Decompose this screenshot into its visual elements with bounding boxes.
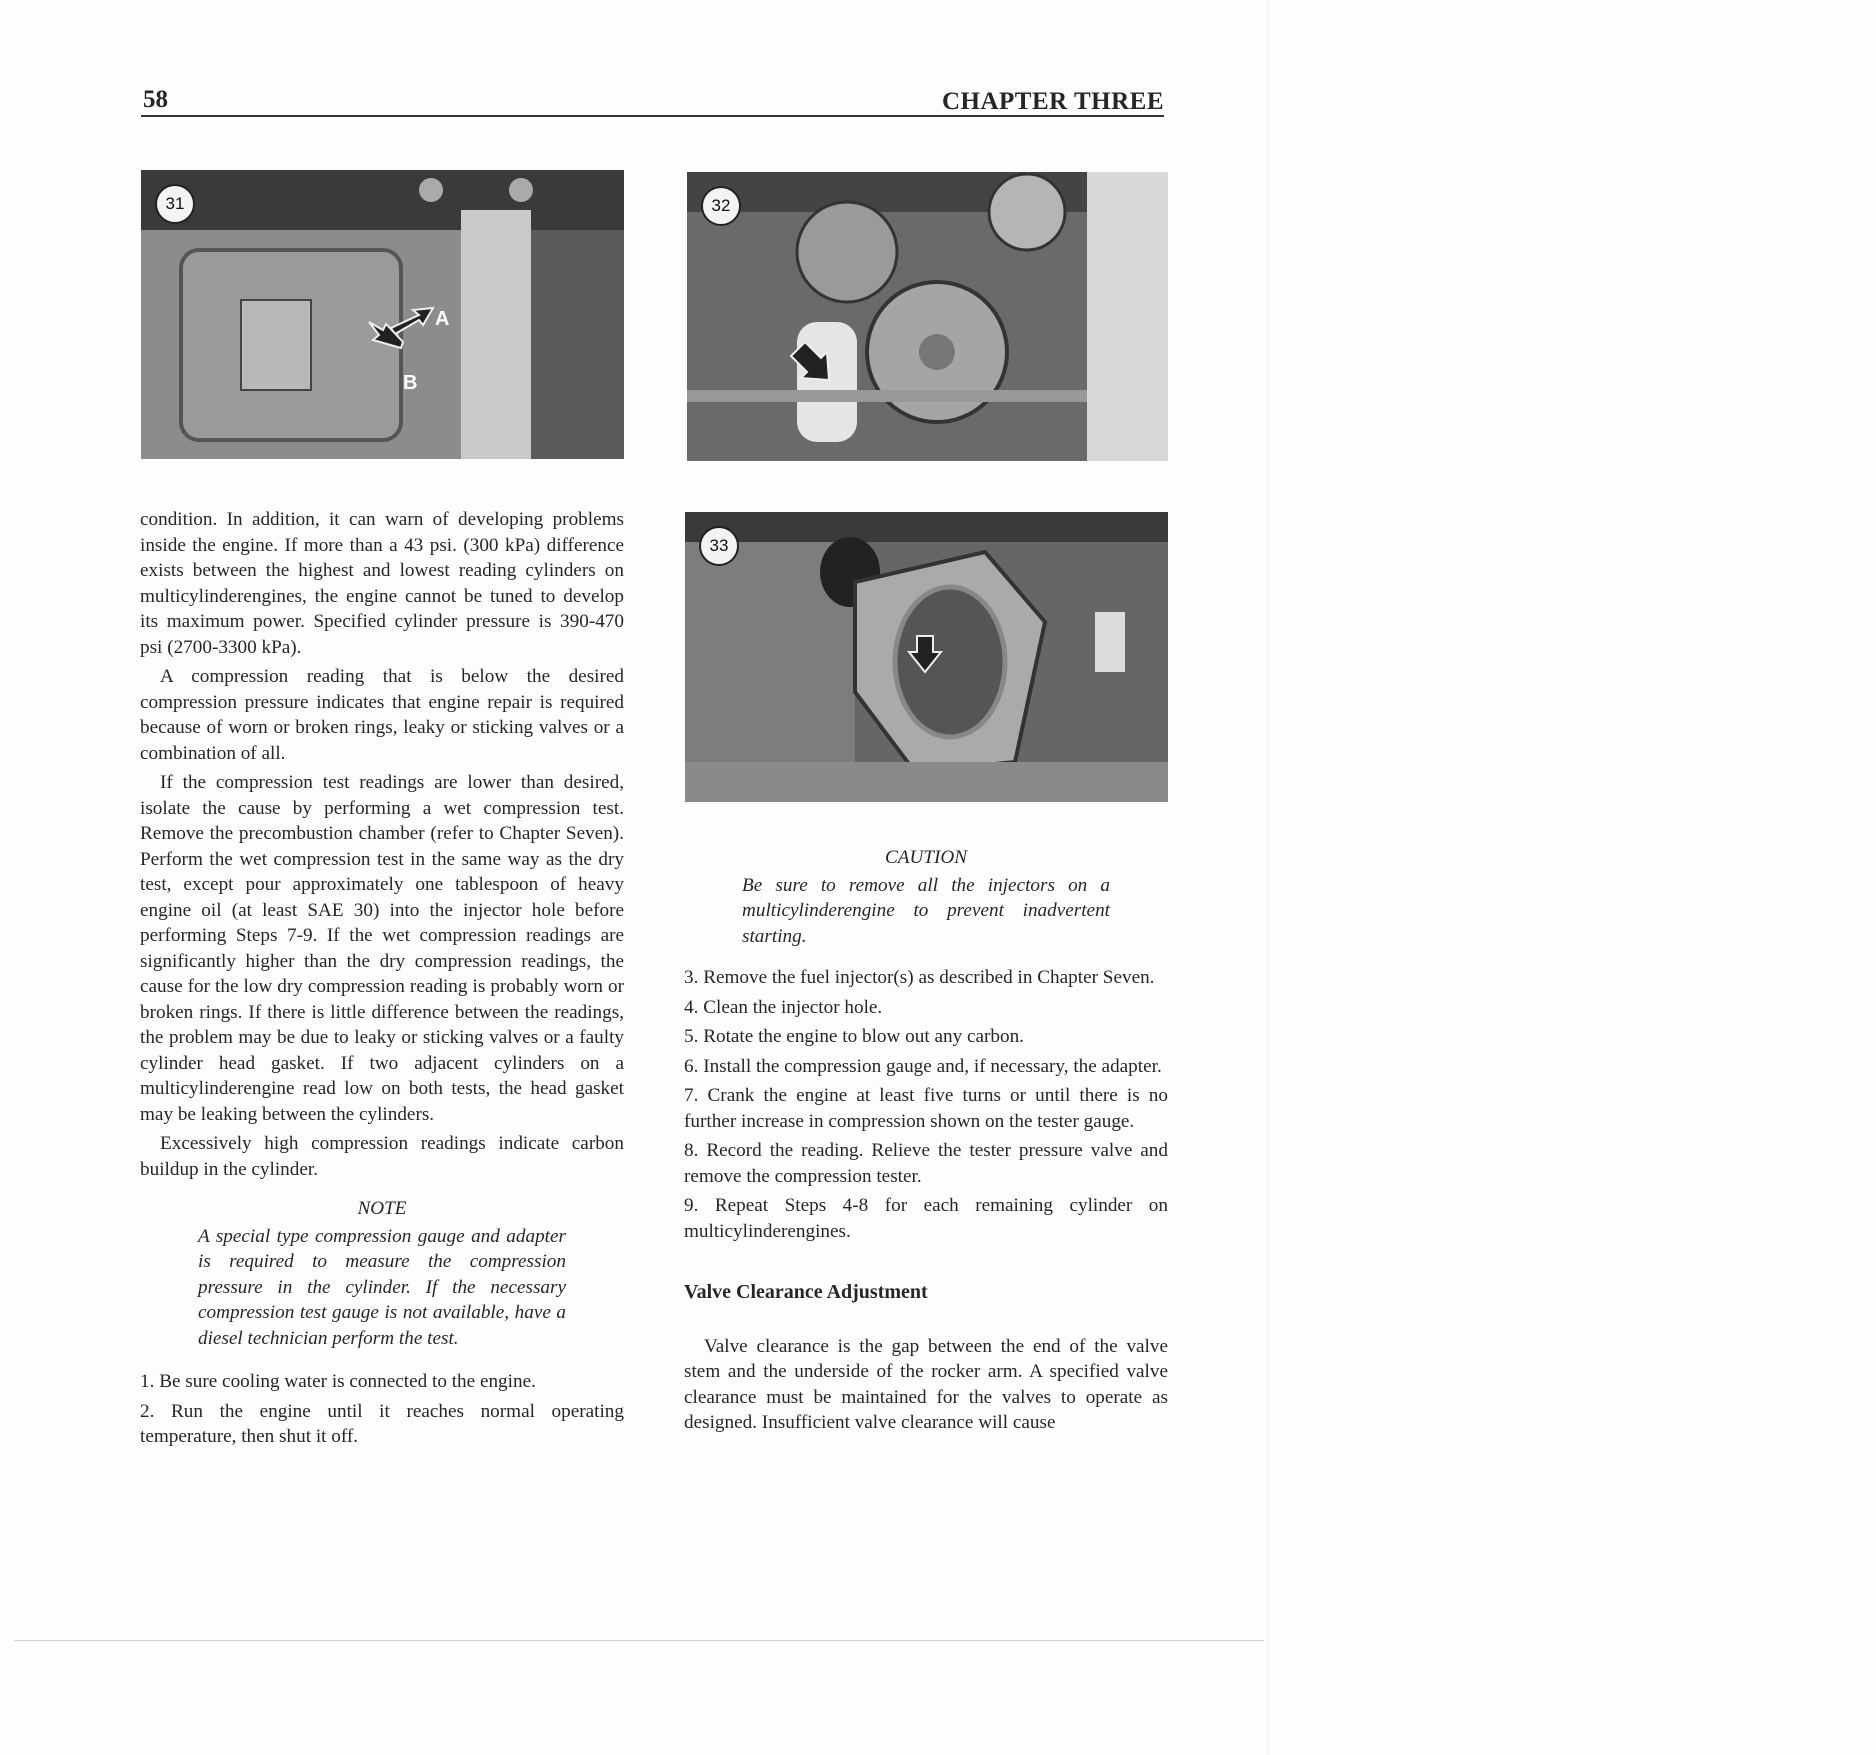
left-text-column: [140, 507, 624, 1454]
step-item: 7. Crank the engine at least five turns or until there is no further increase in compression shown on the tester gauge.: [684, 1085, 1168, 1132]
caution-title: CAUTION: [884, 847, 968, 868]
page-number: 58: [143, 86, 168, 113]
caution-text: Be sure to remove all the injectors on a multicylinderengine to prevent inadvertent starting.: [742, 874, 1110, 947]
figure-32-photo: [687, 172, 1168, 461]
step-item: 8. Record the reading. Relieve the tester pressure valve and remove the compression tester.: [684, 1140, 1168, 1187]
section-heading: Valve Clearance Adjustment: [684, 1281, 928, 1303]
step-item: 6. Install the compression gauge and, if necessary, the adapter.: [684, 1055, 1162, 1077]
figure-label-a: A: [435, 308, 450, 330]
engine-photo-illustration: [687, 172, 1168, 461]
figure-number-badge: 33: [699, 526, 739, 566]
note-title: NOTE: [357, 1198, 407, 1219]
step-item: 4. Clean the injector hole.: [684, 996, 883, 1018]
figure-number-badge: 31: [155, 184, 195, 224]
engine-photo-illustration: [141, 170, 624, 459]
chapter-title: CHAPTER THREE: [941, 88, 1164, 115]
figure-31-photo: [141, 170, 624, 459]
figure-33-photo: [685, 512, 1168, 802]
note-block: [198, 1196, 566, 1351]
right-text-column: [684, 845, 1168, 1440]
step-item: 3. Remove the fuel injector(s) as described in Chapter Seven.: [684, 967, 1155, 988]
engine-photo-illustration: [685, 512, 1168, 802]
step-item: 2. Run the engine until it reaches normal operating temperature, then shut it off.: [140, 1400, 624, 1447]
step-item: 5. Rotate the engine to blow out any carbon.: [684, 1026, 1024, 1047]
body-paragraph: A compression reading that is below the desired compression pressure indicates that engine repair is required because of worn or broken rings, leaky or sticking valves or a combination of all.: [140, 666, 624, 764]
scan-bottom-edge: [14, 1640, 1264, 1641]
body-paragraph: Excessively high compression readings indicate carbon buildup in the cylinder.: [140, 1133, 624, 1180]
figure-label-b: B: [403, 372, 418, 394]
scan-right-edge: [1268, 0, 1269, 1755]
step-item: 1. Be sure cooling water is connected to the engine.: [140, 1371, 536, 1392]
caution-block: [742, 845, 1110, 949]
step-item: 9. Repeat Steps 4-8 for each remaining cylinder on multicylinderengines.: [684, 1195, 1168, 1242]
body-paragraph: condition. In addition, it can warn of developing problems inside the engine. If more than a 43 psi. (300 kPa) difference exists between the highest and lowest reading cylinders on multicylinderengines, the engine cannot be tuned to develop its maximum power. Specified cylinder pressure is 390-470 psi (2700-3300 kPa).: [140, 509, 624, 658]
body-paragraph: Valve clearance is the gap between the end of the valve stem and the underside of the rocker arm. A specified valve clearance must be maintained for the valves to operate as designed. Insufficient valve clearance will cause: [684, 1335, 1168, 1433]
body-paragraph: If the compression test readings are lower than desired, isolate the cause by performing a wet compression test. Remove the precombustion chamber (refer to Chapter Seven). Perform the wet compression test in the same way as the dry test, except pour approximately one tablespoon of heavy engine oil (at least SAE 30) into the injector hole before performing Steps 7-9. If the wet compression readings are significantly higher than the dry compression readings, the cause for the low dry compression reading is probably worn or broken rings. If there is little difference between the readings, the problem may be due to leaky or sticking valves or a faulty cylinder head gasket. If two adjacent cylinders on a multicylinderengine read low on both tests, the head gasket may be leaking between the cylinders.: [140, 772, 624, 1125]
note-text: A special type compression gauge and adapter is required to measure the compression pressure in the cylinder. If the necessary compression test gauge is not available, have a diesel technician perform the test.: [198, 1225, 566, 1349]
figure-number-badge: 32: [701, 186, 741, 226]
